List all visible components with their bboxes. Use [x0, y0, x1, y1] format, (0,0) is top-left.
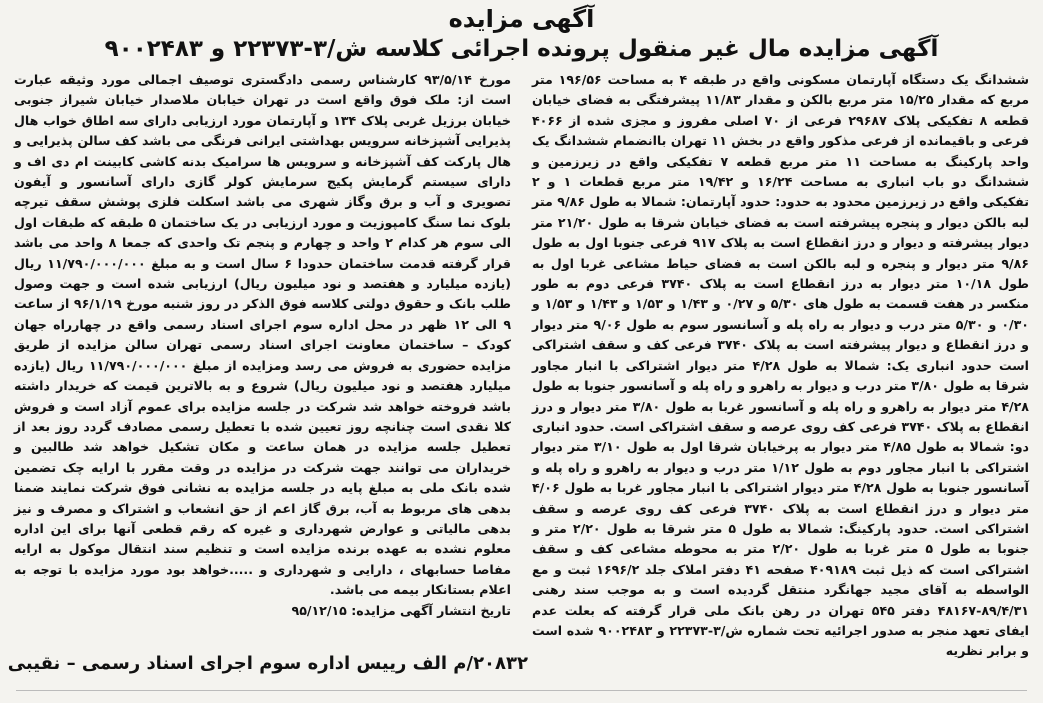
column-right — [532, 70, 1030, 659]
signature-line: ۲۰۸۳۲/م الف رییس اداره سوم اجرای اسناد رسمی – نقیبی — [7, 653, 528, 674]
auction-terms: مورخ ۹۳/۵/۱۴ کارشناس رسمی دادگستری توصیف اجمالی مورد وثیقه عبارت است از: ملک فوق واقع است در تهران خیابان ملاصدار خیابان شیراز جنوبی خیابان برزیل غربی پلاک ۱۳۴ و آپارتمان مورد ارزیابی دارای سه اطاق خواب هال پذیرایی آشپزخانه سرویس بهداشتی ایرانی فرنگی می باشد کف سالن پذیرایی و هال پارکت کف آشپزخانه و سرویس ها سرامیک بدنه کاشی کابینت ام دی اف و دارای سیستم گرمایش پکیج سرمایش کولر گازی دارای آسانسور و آیفون تصویری و آب و برق وگاز شهری می باشد اسکلت فلزی پوشش سقف تیرچه بلوک نما سنگ کامپوزیت و مورد ارزیابی در یک ساختمان ۵ طبقه که طبقات اول الی سوم هر کدام ۲ واحد و چهارم و پنجم تک واحدی که جمعا ۸ واحد می باشد قرار گرفته قدمت ساختمان حدودا ۶ سال است و به مبلغ ۱۱/۷۹۰/۰۰۰/۰۰۰ ریال (یازده میلیارد و هفتصد و نود میلیون ریال) ارزیابی شده است و جهت وصول طلب بانک و حقوق دولتی کلاسه فوق الذکر در روز شنبه مورخ ۹۶/۱/۱۹ از ساعت ۹ الی ۱۲ ظهر در محل اداره سوم اجرای اسناد رسمی واقع در چهارراه جهان کودک – ساختمان معاونت اجرای اسناد رسمی تهران سالن مزایده از طریق مزایده حضوری به فروش می رسد ومزایده از مبلغ ۱۱/۷۹۰/۰۰۰/۰۰۰ ریال (یازده میلیارد هفتصد و نود میلیون ریال) شروع و به بالاترین قیمت که خریدار داشته باشد فروخته خواهد شد شرکت در جلسه مزایده برای عموم آزاد است و فروش کلا نقدی است چنانچه روز تعیین شده با تعطیل رسمی مصادف گردد روز بعد از تعطیل جلسه مزایده در همان ساعت و مکان تشکیل خواهد شد طالبین و خریداران می توانند جهت شرکت در مزایده در وقت مقرر با ارایه چک تضمین شده بانک ملی به مبلغ پایه در جلسه مزایده به نشانی فوق شرکت نمایند ضمنا بدهی های مربوط به آب، برق گاز اعم از حق انشعاب و اشتراک و مصرف و نیز بدهی مالیاتی و عوارض شهرداری و غیره که رقم قطعی آنها برای این اداره معلوم نشده به عهده برنده مزایده است و تنظیم سند انتقال موکول به ارایه مفاصا حسابهای ، دارایی و شهرداری و .....خواهد بود مورد مزایده با توجه به اعلام بستانکار بیمه می باشد. — [14, 72, 512, 598]
notice-columns — [14, 70, 1030, 659]
notice-title: آگهی مزایده — [448, 5, 595, 33]
bottom-divider — [16, 690, 1027, 691]
publication-date: تاریخ انتشار آگهی مزایده: ۹۵/۱۲/۱۵ — [291, 602, 511, 618]
column-left — [14, 70, 511, 630]
property-description: ششدانگ یک دستگاه آپارتمان مسکونی واقع در طبقه ۴ به مساحت ۱۹۶/۵۶ متر مربع که مقدار ۱۵/۲۵ متر مربع بالکن و مقدار ۱۱/۸۳ پیشرفتگی به فضای خیابان قطعه ۸ تفکیکی پلاک ۲۹۶۸۷ فرعی از ۷۰ اصلی مفروز و مجزی شده از ۴۰۶۶ فرعی و باقیمانده از فرعی مذکور واقع در بخش ۱۱ تهران باانضمام ششدانگ یک واحد پارکینگ به مساحت ۱۱ متر مربع قطعه ۷ تفکیکی واقع در زیرزمین و ششدانگ دو باب انباری به مساحت ۱۶/۲۴ و ۱۹/۴۲ متر مربع قطعات ۱ و ۲ تفکیکی واقع در زیرزمین محدود به حدود: حدود آپارتمان: شمالا به طول ۹/۸۶ متر لبه بالکن دیوار و پنجره پیشرفته است به فضای خیابان شرقا به طول ۲۱/۲۰ متر دیوار پیشرفته و دیوار و درز انقطاع است به پلاک ۹۱۷ فرعی جنوبا اول به طول ۹/۸۶ متر دیوار و پنجره و لبه بالکن است به فضای حیاط مشاعی غربا اول به طول ۱۰/۱۸ متر دیوار به درز انقطاع است به پلاک ۳۷۴۰ فرعی دوم به طور منکسر در هفت قسمت به طول های ۵/۳۰ و ۰/۲۷ و ۱/۴۳ و ۱/۵۳ و ۱/۴۳ و ۱/۵۳ و ۰/۳۰ و ۵/۳۰ متر درب و دیوار به راه پله و آسانسور سوم به طول ۹/۰۶ متر دیوار و درز انقطاع و دیوار پیشرفته است به پلاک ۳۷۴۰ فرعی کف و سقف اشتراکی است حدود انباری یک: شمالا به طول ۴/۲۸ متر دیوار اشتراکی با انبار مجاور شرقا به طول ۳/۸۰ متر درب و دیوار به راهرو و راه پله و آسانسور جنوبا به طول ۴/۲۸ متر دیوار به راهرو و راه پله و آسانسور غربا به طول ۳/۸۰ متر دیوار و درز انقطاع به پلاک ۳۷۴۰ فرعی کف روی عرصه و سقف اشتراکی است. حدود انباری دو: شمالا به طول ۴/۸۵ متر دیوار به پرخیابان شرقا اول به طول ۳/۱۰ متر دیوار اشتراکی با انبار مجاور دوم به طول ۱/۱۲ متر درب و دیوار به راهرو و راه پله و آسانسور جنوبا به طول ۴/۲۸ متر دیوار اشتراکی با انبار مجاور غربا به طول ۴/۰۶ متر دیوار و درز انقطاع است به پلاک ۳۷۴۰ فرعی کف روی عرصه و سقف اشتراکی است. حدود پارکینگ: شمالا به طول ۵ متر شرقا به طول ۲/۲۰ متر و جنوبا به طول ۵ متر غربا به طول ۲/۲۰ متر به محوطه مشاعی کف و سقف اشتراکی است که ذیل ثبت ۴۰۹۱۸۹ صفحه ۴۱ دفتر املاک جلد ۱۶۹۶/۲ ثبت و مع الواسطه به آقای مجید جهانگرد منتقل گردیده است و به موجب سند رهنی ۸۹/۴/۳۱-۴۸۱۶۷ دفتر ۵۴۵ تهران در رهن بانک ملی قرار گرفته که بعلت عدم ایفای تعهد منجر به صدور اجرائیه تحت شماره ش/۳-۲۲۳۷۳ و ۹۰۰۲۴۸۳ شده است و برابر نظریه — [532, 72, 1030, 659]
notice-subtitle: آگهی مزایده مال غیر منقول پرونده اجرائی کلاسه ش/۳-۲۲۳۷۳ و ۹۰۰۲۴۸۳ — [104, 36, 939, 62]
